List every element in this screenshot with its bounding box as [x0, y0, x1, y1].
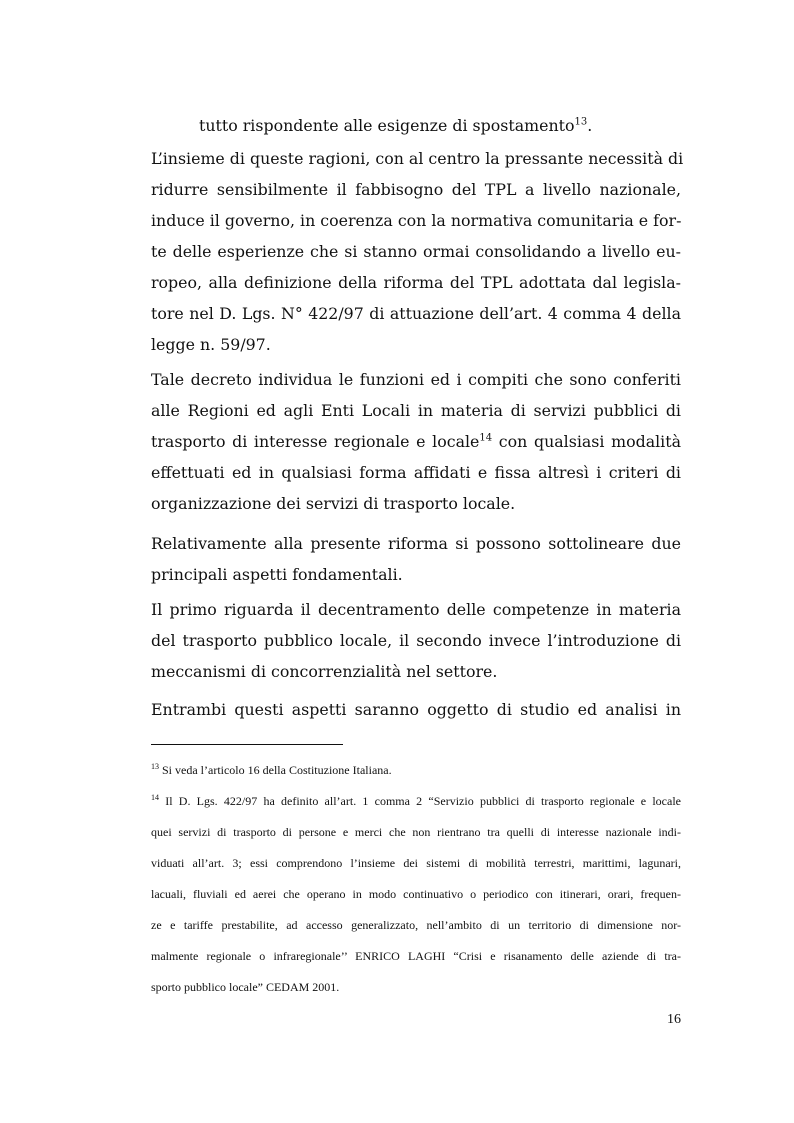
footnote-14-line	[151, 791, 681, 811]
text-line	[151, 426, 681, 457]
text-line: L’insieme di queste ragioni, con al centro la pressante necessità di	[151, 149, 684, 168]
footnote-14-line: lacuali, fluviali ed aerei che operano in modo continuativo o periodico con itinerari, orari, frequen-	[151, 887, 681, 901]
text-line: Entrambi questi aspetti saranno oggetto di studio ed analisi in	[151, 700, 681, 719]
text-line: del trasporto pubblico locale, il secondo invece l’introduzione di	[151, 631, 681, 650]
text-line: legge n. 59/97.	[151, 335, 271, 354]
text-span: tutto rispondente alle esigenze di spostamento	[199, 116, 575, 135]
text-line: te delle esperienze che si stanno ormai consolidando a livello eu-	[151, 242, 681, 261]
footnote-ref-13[interactable]: 13	[574, 116, 588, 128]
text-line: induce il governo, in coerenza con la normativa comunitaria e for-	[151, 211, 682, 230]
text-span: .	[587, 116, 593, 135]
footnote-separator	[151, 744, 343, 745]
text-line: Relativamente alla presente riforma si possono sottolineare due	[151, 534, 681, 553]
footnote-text: Si veda l’articolo 16 della Costituzione Italiana.	[159, 763, 392, 777]
text-line: Tale decreto individua le funzioni ed i compiti che sono conferiti	[151, 370, 681, 389]
footnote-14-line: quei servizi di trasporto di persone e merci che non rientrano tra quelli di interesse nazionale indi-	[151, 825, 681, 839]
footnote-14-line: malmente regionale o infraregionale’’ ENRICO LAGHI “Crisi e risanamento delle aziende di tra-	[151, 949, 681, 963]
footnote-marker: 14	[151, 793, 159, 802]
text-line: Il primo riguarda il decentramento delle competenze in materia	[151, 600, 681, 619]
text-line: ropeo, alla definizione della riforma del TPL adottata dal legisla-	[151, 273, 681, 292]
footnote-14-line: ze e tariffe prestabilite, ad accesso generalizzato, nell’ambito di un territorio di dimensione nor-	[151, 918, 681, 932]
text-line: effettuati ed in qualsiasi forma affidati e fissa altresì i criteri di	[151, 463, 681, 482]
footnote-ref-14[interactable]: 14	[479, 432, 493, 444]
text-line: ridurre sensibilmente il fabbisogno del TPL a livello nazionale,	[151, 180, 681, 199]
text-line: meccanismi di concorrenzialità nel settore.	[151, 662, 498, 681]
footnote-13	[151, 760, 681, 780]
paragraph-continuation-line	[151, 110, 681, 141]
text-line: organizzazione dei servizi di trasporto locale.	[151, 494, 516, 513]
footnote-14-line: sporto pubblico locale” CEDAM 2001.	[151, 980, 340, 994]
page-number: 16	[667, 1012, 681, 1027]
text-span: trasporto di interesse regionale e locale	[151, 432, 480, 451]
text-line: principali aspetti fondamentali.	[151, 565, 403, 584]
footnote-marker: 13	[151, 762, 159, 771]
text-line: tore nel D. Lgs. N° 422/97 di attuazione dell’art. 4 comma 4 della	[151, 304, 681, 323]
text-span: con qualsiasi modalità	[492, 432, 681, 451]
footnote-14-line: viduati all’art. 3; essi comprendono l’insieme dei sistemi di mobilità terrestri, marittimi, lagunari,	[151, 856, 681, 870]
footnote-text: Il D. Lgs. 422/97 ha definito all’art. 1 comma 2 “Servizio pubblici di trasporto regionale e locale	[159, 794, 681, 808]
text-line: alle Regioni ed agli Enti Locali in materia di servizi pubblici di	[151, 401, 681, 420]
